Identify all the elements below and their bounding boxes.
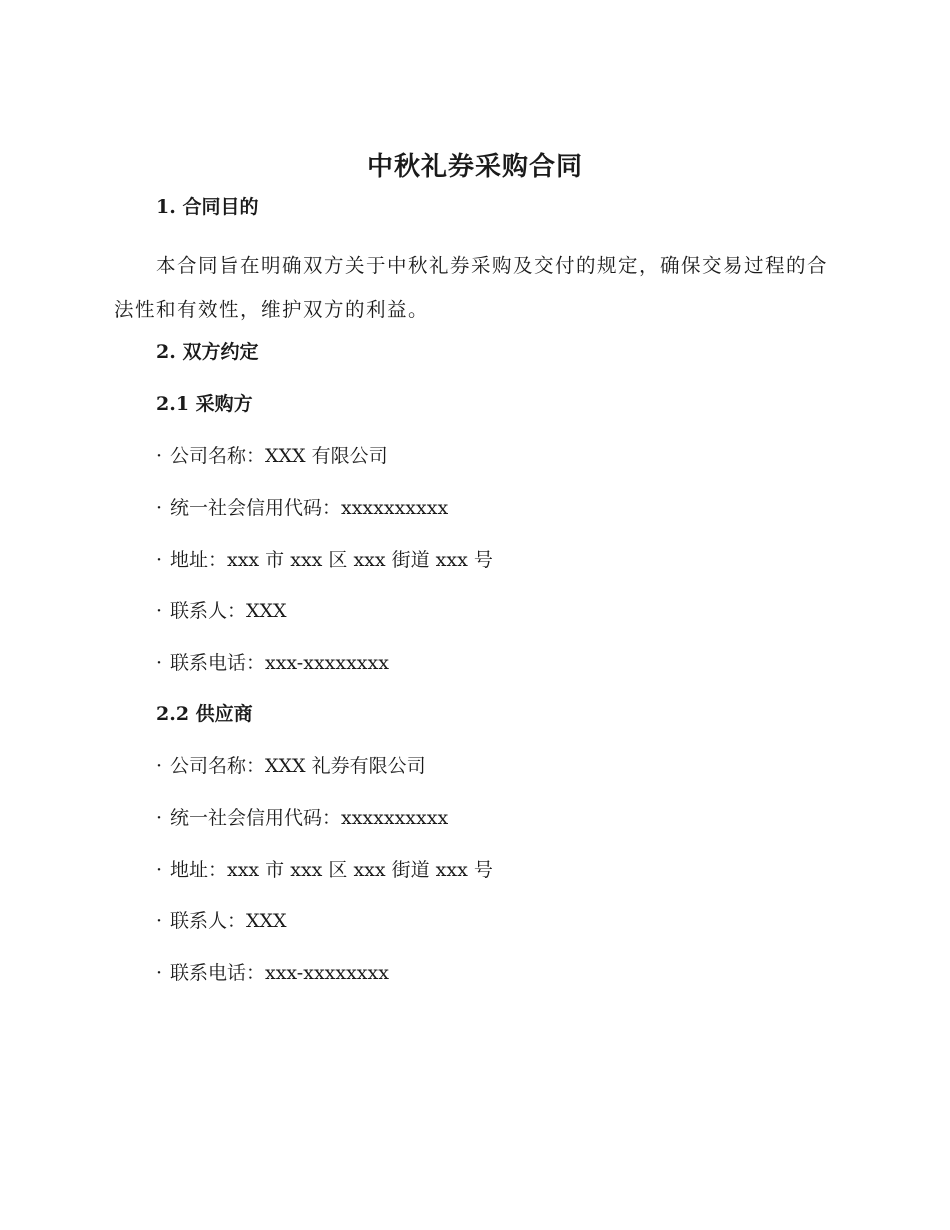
bullet-icon: · bbox=[156, 962, 163, 984]
list-item-text: 统一社会信用代码：xxxxxxxxxx bbox=[170, 497, 449, 519]
list-item-text: 公司名称：XXX 有限公司 bbox=[170, 445, 388, 467]
supplier-contact bbox=[156, 908, 287, 934]
supplier-credit-code bbox=[156, 805, 448, 831]
list-item-text: 地址：xxx 市 xxx 区 xxx 街道 xxx 号 bbox=[170, 549, 493, 571]
supplier-address bbox=[156, 857, 493, 883]
supplier-company-name bbox=[156, 753, 426, 779]
buyer-phone bbox=[156, 650, 389, 676]
subsection-heading-supplier: 2.2 供应商 bbox=[156, 703, 253, 725]
list-item-text: 联系电话：xxx-xxxxxxxx bbox=[170, 652, 389, 674]
bullet-icon: · bbox=[156, 652, 163, 674]
buyer-contact bbox=[156, 598, 287, 624]
list-item-text: 地址：xxx 市 xxx 区 xxx 街道 xxx 号 bbox=[170, 859, 493, 881]
buyer-address bbox=[156, 547, 493, 573]
document-title: 中秋礼券采购合同 bbox=[366, 152, 583, 182]
bullet-icon: · bbox=[156, 497, 163, 519]
bullet-icon: · bbox=[156, 549, 163, 571]
buyer-credit-code bbox=[156, 495, 448, 521]
purpose-paragraph: 本合同旨在明确双方关于中秋礼券采购及交付的规定，确保交易过程的合法性和有效性，维护双方的利益。 bbox=[114, 254, 829, 321]
subsection-heading-buyer: 2.1 采购方 bbox=[156, 393, 253, 415]
section-heading-purpose: 1. 合同目的 bbox=[156, 196, 259, 218]
list-item-text: 统一社会信用代码：xxxxxxxxxx bbox=[170, 807, 449, 829]
list-item-text: 公司名称：XXX 礼券有限公司 bbox=[170, 755, 426, 777]
section-heading-agreement: 2. 双方约定 bbox=[156, 341, 259, 363]
buyer-company-name bbox=[156, 443, 388, 469]
list-item-text: 联系人：XXX bbox=[170, 910, 287, 932]
list-item-text: 联系电话：xxx-xxxxxxxx bbox=[170, 962, 389, 984]
bullet-icon: · bbox=[156, 755, 163, 777]
bullet-icon: · bbox=[156, 600, 163, 622]
list-item-text: 联系人：XXX bbox=[170, 600, 287, 622]
bullet-icon: · bbox=[156, 910, 163, 932]
bullet-icon: · bbox=[156, 807, 163, 829]
bullet-icon: · bbox=[156, 859, 163, 881]
supplier-phone bbox=[156, 960, 389, 986]
bullet-icon: · bbox=[156, 445, 163, 467]
